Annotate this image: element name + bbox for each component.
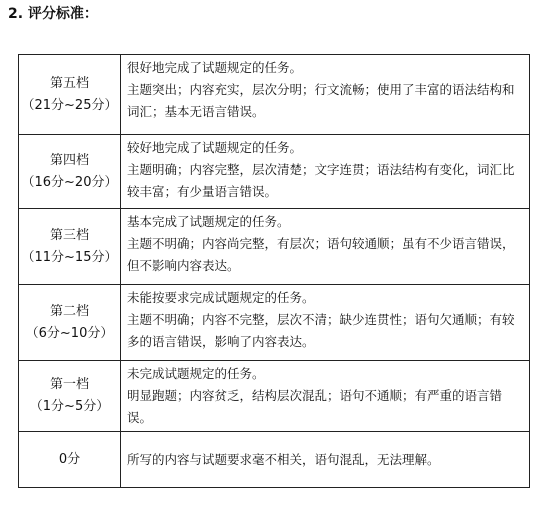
level-summary: 未完成试题规定的任务。 — [127, 366, 265, 381]
level-name: 第二档 — [49, 303, 89, 319]
level-name: 第一档 — [49, 377, 89, 392]
level-summary: 基本完成了试题规定的任务。 — [127, 214, 290, 229]
level-detail: 主题不明确；内容不完整，层次不清；缺少连贯性；语句欠通顺；有较多的语言错误，影响了内容表达。 — [127, 312, 515, 349]
table-row — [19, 432, 530, 488]
description-cell — [121, 135, 530, 209]
level-summary: 未能按要求完成试题规定的任务。 — [127, 290, 315, 305]
level-detail: 主题不明确；内容尚完整，有层次；语句较通顺；虽有不少语言错误，但不影响内容表达。 — [127, 236, 515, 273]
level-summary: 较好地完成了试题规定的任务。 — [127, 140, 303, 155]
level-detail: 明显跑题；内容贫乏，结构层次混乱；语句不通顺；有严重的语言错误。 — [127, 388, 503, 425]
table-row — [19, 135, 530, 209]
score-range: （16分~20分） — [21, 174, 118, 190]
level-cell — [19, 135, 121, 209]
level-cell — [19, 285, 121, 361]
level-cell — [19, 209, 121, 285]
scoring-rubric-table — [18, 54, 530, 488]
level-detail: 主题突出；内容充实，层次分明；行文流畅；使用了丰富的语法结构和词汇；基本无语言错误。 — [127, 82, 515, 119]
level-summary: 所写的内容与试题要求毫不相关，语句混乱，无法理解。 — [127, 451, 440, 467]
description-cell — [121, 209, 530, 285]
score-range: （21分~25分） — [21, 97, 118, 113]
table-row — [19, 55, 530, 135]
level-cell — [19, 55, 121, 135]
description-cell — [121, 55, 530, 135]
level-name: 0分 — [58, 451, 81, 467]
level-cell — [19, 361, 121, 432]
score-range: （6分~10分） — [25, 325, 114, 341]
level-name: 第三档 — [49, 227, 89, 243]
level-name: 第四档 — [49, 152, 89, 168]
section-heading: 2. 评分标准： — [8, 6, 98, 22]
description-cell — [121, 285, 530, 361]
level-summary: 很好地完成了试题规定的任务。 — [127, 60, 303, 75]
table-row — [19, 285, 530, 361]
table-row — [19, 361, 530, 432]
description-cell — [121, 361, 530, 432]
score-range: （11分~15分） — [21, 249, 118, 265]
level-detail: 主题明确；内容完整，层次清楚；文字连贯；语法结构有变化，词汇比较丰富；有少量语言错误。 — [127, 162, 515, 199]
table-row — [19, 209, 530, 285]
description-cell — [121, 432, 530, 488]
score-range: （1分~5分） — [29, 399, 110, 414]
level-cell — [19, 432, 121, 488]
level-name: 第五档 — [49, 75, 89, 91]
